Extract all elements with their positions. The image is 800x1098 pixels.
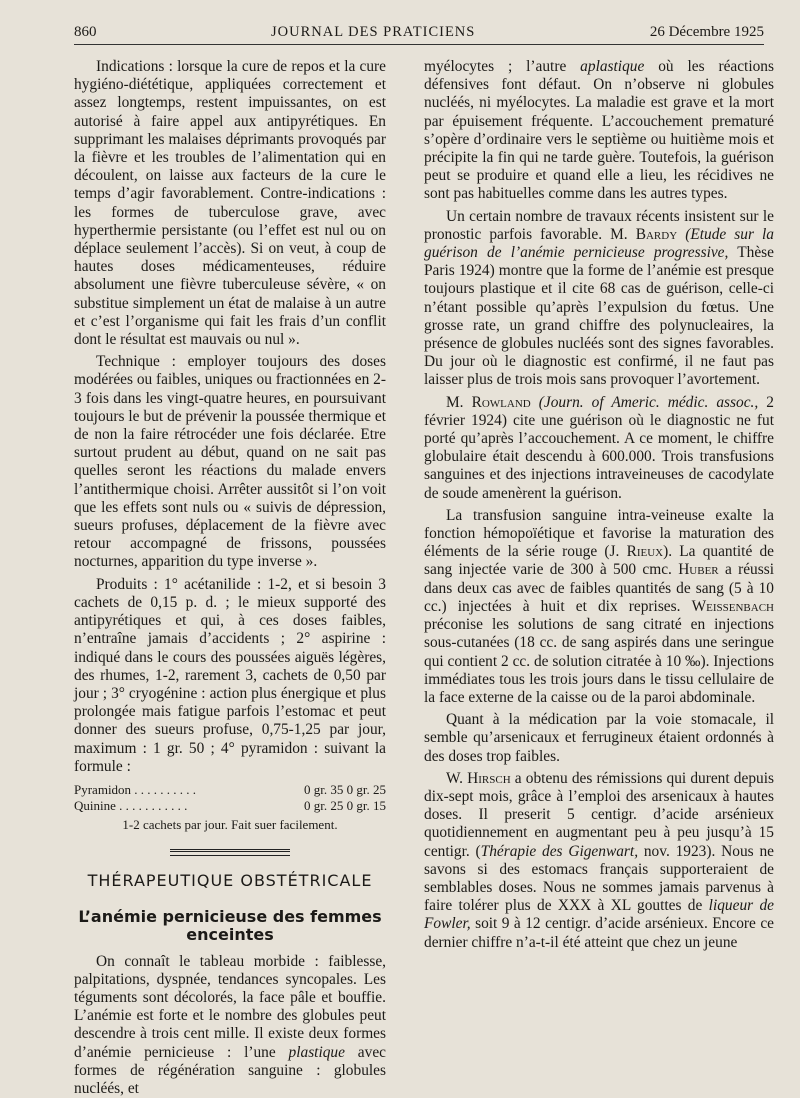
article-title: L’anémie pernicieuse des femmes enceintes [78, 907, 382, 945]
section-title: THÉRAPEUTIQUE OBSTÉTRICALE [87, 870, 373, 890]
page-header [74, 24, 764, 45]
technique-paragraph: Technique : employer toujours des doses modérées ou faibles, uniques ou fractionnées en 2-3 fois dans les vingt-quatre heures, en poursuivant toujours le but de prévenir la poussée thermique et de non la faire rétrocéder une fois déclarée. Etre surtout prudent au début, quand on ne sait pas quelles seront les réactions du malade envers l’antithermique choisi. Arrêter aussitôt si l’on voit que les effets sont nuls ou « suivis de dépression, sueurs profuses, déplacement de la fièvre avec retour accompagné de frissons, poussées nocturnes, apparition du type inverse ». [74, 353, 386, 571]
author-name: Bardy [635, 225, 678, 243]
article-intro-paragraph [74, 953, 386, 1098]
reference: Thérapie des Gigenwart, [480, 842, 639, 860]
italic-term: aplastique [580, 58, 645, 75]
right-column [424, 58, 774, 952]
continuation-paragraph [424, 58, 774, 204]
section-divider [170, 849, 290, 856]
intro-italic: plastique [288, 1043, 345, 1061]
issue-date: 26 Décembre 1925 [649, 24, 764, 40]
text: La transfusion sanguine intra-veineuse exalte la fonction hémopoïétique et favorise la maturation des éléments de la série rouge (J. [424, 506, 774, 561]
indications-paragraph: Indications : lorsque la cure de repos et la cure hygiéno-diététique, appliquées correctement et assez longtemps, restent impuissantes, on est autorisé à faire appel aux antipyrétiques. En supprimant les malaises déprimants provoqués par la fièvre et les troubles de l’alimentation qui en découlent, on laisse aux facteurs de la cure le temps d’agir favorablement. Contre-indications : les formes de tuberculose grave, avec hyperthermie persistante (ou l’effet est nul ou on déplace seulement l’accès). Si on veut, à coup de hautes doses médicamenteuses, réduire absolument une fièvre tuberculeuse sévère, « on substitue simplement un état de malaise à un autre et c’est l’organisme qui fait les frais d’un conflit dont le résultat est mauvais ou nul ». [74, 58, 386, 349]
author-name: Rowland [471, 393, 531, 411]
transfusion-paragraph [424, 507, 774, 707]
bardy-paragraph [424, 208, 774, 390]
text: myélocytes ; l’autre [424, 58, 567, 75]
text: Un certain nombre de travaux récents insistent sur le pronostic parfois favorable. M. [424, 207, 774, 243]
intro-text: On connaît le tableau morbide : faiblesse, palpitations, dyspnée, tendances syncopales. Les téguments sont décolorés, la face pâle et bouffie. L’anémie est forte et le nombre des globules peut descendre à trois cent mille. Il existe deux formes d’anémie pernicieuse : l’une [74, 952, 386, 1061]
intro-text-end: avec formes de régénération sanguine : globules nucléés, et [74, 1043, 386, 1097]
author-name: Hirsch [467, 769, 511, 787]
prescription-note: 1-2 cachets par jour. Fait suer facilement. [122, 816, 338, 832]
prescription-table [74, 782, 386, 814]
author-name: Rieux [626, 543, 664, 561]
text: M. [446, 393, 464, 411]
text: W. [446, 769, 463, 787]
text: soit 9 à 12 centigr. d’acide arsénieux. Encore ce dernier chiffre n’a-t-il été atteint que chez un jeune [424, 915, 774, 951]
prescription-row [74, 798, 386, 814]
hirsch-paragraph [424, 770, 774, 952]
text: a obtenu des rémissions qui durent depuis dix-sept mois, grâce à l’emploi des arsenicaux à hautes doses. Il preserit 5 centigr. d’acide arsénieux quotidiennement en augmentant peu à peu jusqu’à 15 centigr. ( [424, 769, 774, 860]
author-name: Weissenbach [691, 597, 774, 615]
journal-title: JOURNAL DES PRATICIENS [271, 24, 476, 40]
text: Thèse Paris 1924) montre que la forme de l’anémie est presque toujours plastique et il cite 68 cas de guérison, celle-ci n’étant possible qu’après l’expulsion du fœtus. Une grosse rate, un grand chiffre des polynucleaires, la présence de globules nucléés sont des signes favorables. Du jour où le diagnostic est confirmé, il ne faut pas laisser plus de trois mois sans provoquer l’avortement. [424, 244, 774, 389]
text: préconise les solutions de sang citraté en injections sous-cutanées (18 cc. de sang aspirés dans une seringue qui contient 2 cc. de solution citratée à 10 ‰). Injections immédiates tous les trois jours dans le tissu cellulaire de la face externe de la caisse ou de la paroi abdominale. [424, 616, 774, 706]
text: où les réactions défensives font défaut. On n’observe ni globules nucléés, ni myélocytes. La maladie est grave et la mort par épuisement fréquente. L’accouchement prematuré s’opère d’ordinaire vers le septième ou huitième mois et précipite la fin qui ne tarde guère. Toutefois, la guérison peut se produire et quand elle a lieu, les récidives ne sont pas habituelles comme dans les autres types. [424, 58, 774, 203]
text: 2 février 1924) cite une guérison où le diagnostic ne fut porté qu’après l’accouchement. A ce moment, le chiffre globulaire était descendu à 600.000. Trois transfusions sanguines et des injections intraveineuses de cacodylate de soude amenèrent la guérison. [424, 393, 774, 502]
text: a réussi dans deux cas avec de faibles quantités de sang (5 à 10 cc.) injectées à huit et dix reprises. [424, 561, 774, 615]
drug-amount: 0 gr. 35 0 gr. 25 [304, 781, 386, 797]
drug-name: Pyramidon . . . . . . . . . . [74, 781, 197, 797]
page-number: 860 [74, 24, 97, 40]
drug-name: Quinine . . . . . . . . . . . [74, 797, 188, 813]
author-name: Huber [678, 561, 719, 579]
prescription-row [74, 782, 386, 798]
produits-paragraph: Produits : 1° acétanilide : 1-2, et si besoin 3 cachets de 0,15 p. d. ; le mieux supporté des antipyrétiques et qui, à ces doses faibles, n’entraîne jamais d’accidents ; 2° aspirine : indiqué dans le cours des poussées aiguës légères, des rhumes, 1-2, rarement 3, cachets de 0,50 par jour ; 3° cryogénine : action plus énergique et plus prolongée mais fatigue parfois l’estomac et peut donner des sueurs profuse, 0,75-1,25 par jour, maximum : 1 gr. 50 ; 4° pyramidon : suivant la formule : [74, 575, 386, 775]
reference: liqueur de Fowler, [424, 897, 774, 933]
drug-amount: 0 gr. 25 0 gr. 15 [304, 797, 386, 813]
left-column [74, 58, 386, 1098]
rowland-paragraph [424, 394, 774, 503]
text: ). La quantité de sang injectée varie de 300 à 500 cmc. [424, 543, 774, 579]
stomacal-paragraph: Quant à la médication par la voie stomacale, il semble qu’arsenicaux et ferrugineux étaient ordonnés à des doses trop faibles. [424, 711, 774, 765]
reference: (Journ. of Americ. médic. assoc., [538, 393, 759, 411]
text: nov. 1923). Nous ne savons si des estomacs français supporteraient de semblables doses. Nous ne sommes jamais parvenus à faire tolérer plus de XXX à XL gouttes de [424, 842, 774, 915]
reference: (Etude sur la guérison de l’anémie pernicieuse progressive, [424, 225, 774, 262]
